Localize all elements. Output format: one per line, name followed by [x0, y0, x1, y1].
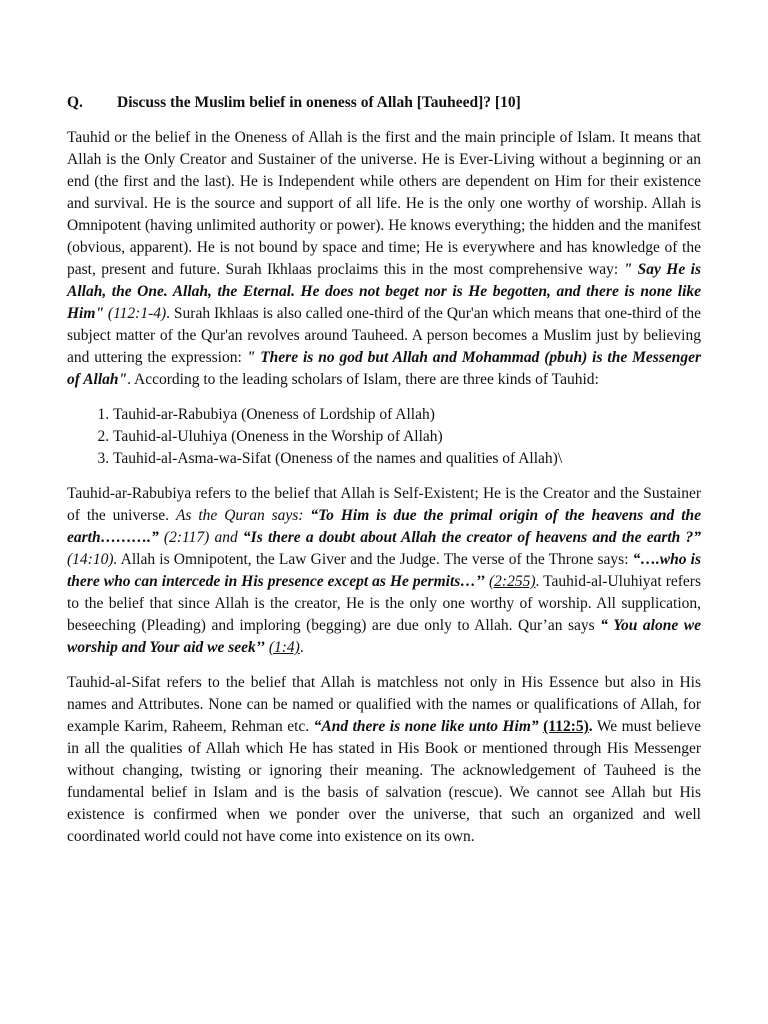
rabubiya-text-1: Tauhid-ar-Rabubiya refers to the belief that Allah is Self-Existent; He is the Creator and the Sustainer of the universe. [67, 485, 701, 524]
paragraph-intro [67, 127, 701, 391]
intro-text-1: Tauhid or the belief in the Oneness of Allah is the first and the main principle of Islam. It means that Allah is the Only Creator and Sustainer of the universe. He is Ever-Living without a beginning or an end (the first and the last). He is Independent while others are dependent on Him for their existence and survival. He is the source and support of all life. He is the only one worthy of worship. Allah is Omnipotent (having unlimited authority or power). He knows everything; the hidden and the manifest (obvious, apparent). He is not bound by space and time; He is everywhere and has knowledge of the past, present and future. Surah Ikhlaas proclaims this in the most comprehensive way: [67, 129, 701, 278]
quote-doubt-about-allah: “Is there a doubt about Allah the creator of heavens and the earth ?” [242, 529, 701, 546]
rabubiya-text-3: . Tauhid-al-Uluhiyat refers to the belief that since Allah is the creator, He is the only one worthy of worship. All supplication, beseeching (Pleading) and imploring (begging) are due only to Allah. Qur’an says [67, 573, 701, 634]
quote-shahada: " There is no god but Allah and Mohammad (pbuh) is the Messenger of Allah" [67, 349, 702, 388]
rabubiya-text-2: Allah is Omnipotent, the Law Giver and the Judge. The verse of the Throne says: [117, 551, 633, 568]
sifat-text-2: We must believe in all the qualities of Allah which He has stated in His Book or mentioned through His Messenger without changing, twisting or ignoring their meaning. The acknowledgement of Tauheed is the fundamental belief in Islam and is the basis of salvation (rescue). We cannot see Allah but His existence is confirmed when we ponder over the universe, that such an organized and well coordinated world could not have come into existence on its own. [67, 718, 701, 845]
list-item: 3. Tauhid-al-Asma-wa-Sifat (Oneness of the names and qualities of Allah)\ [113, 448, 701, 470]
quote-you-alone-we-worship: “ You alone we worship and Your aid we seek’’ [67, 617, 701, 656]
document-page [67, 92, 701, 861]
rabubiya-text-4: . [299, 639, 304, 656]
tauhid-kinds-list [67, 404, 701, 470]
ref-1-4: (1:4) [268, 639, 300, 656]
ref-period: . [588, 718, 593, 735]
quote-throne-verse: “….who is there who can intercede in His presence except as He permits…’’ [67, 551, 701, 590]
quote-surah-ikhlaas: " Say He is Allah, the One. Allah, the Eternal. He does not beget nor is He begotten, and there is none like Him" [67, 261, 701, 322]
question-heading [67, 92, 701, 114]
as-quran-says: As the Quran says: [175, 507, 311, 524]
ref-112-1-4: (112:1-4) [104, 305, 167, 322]
question-label: Q. [67, 94, 83, 111]
ref-14-10: (14:10). [67, 551, 118, 568]
intro-text-3: . According to the leading scholars of Islam, there are three kinds of Tauhid: [127, 371, 599, 388]
list-item: 2. Tauhid-al-Uluhiya (Oneness in the Worship of Allah) [113, 426, 701, 448]
ref-112-5: (112:5) [543, 718, 589, 735]
paragraph-sifat [67, 672, 701, 848]
quote-none-like-unto-him: “And there is none like unto Him” [313, 718, 539, 735]
quote-primal-origin: “To Him is due the primal origin of the heavens and the earth……….” [67, 507, 701, 546]
intro-text-2: . Surah Ikhlaas is also called one-third of the Qur'an which means that one-third of the subject matter of the Qur'an revolves around Tauheed. A person becomes a Muslim just by believing and uttering the expression: [67, 305, 701, 366]
question-text: Discuss the Muslim belief in oneness of Allah [Tauheed]? [10] [117, 94, 521, 111]
sifat-text-1: Tauhid-al-Sifat refers to the belief that Allah is matchless not only in His Essence but also in His names and Attributes. None can be named or qualified with the names or qualifications of Allah, for example Karim, Raheem, Rehman etc. [67, 674, 701, 735]
paragraph-rabubiya [67, 483, 701, 659]
ref-2-255: (2:255) [489, 573, 536, 590]
list-item: 1. Tauhid-ar-Rabubiya (Oneness of Lordship of Allah) [113, 404, 701, 426]
ref-2-117: (2:117) and [158, 529, 243, 546]
